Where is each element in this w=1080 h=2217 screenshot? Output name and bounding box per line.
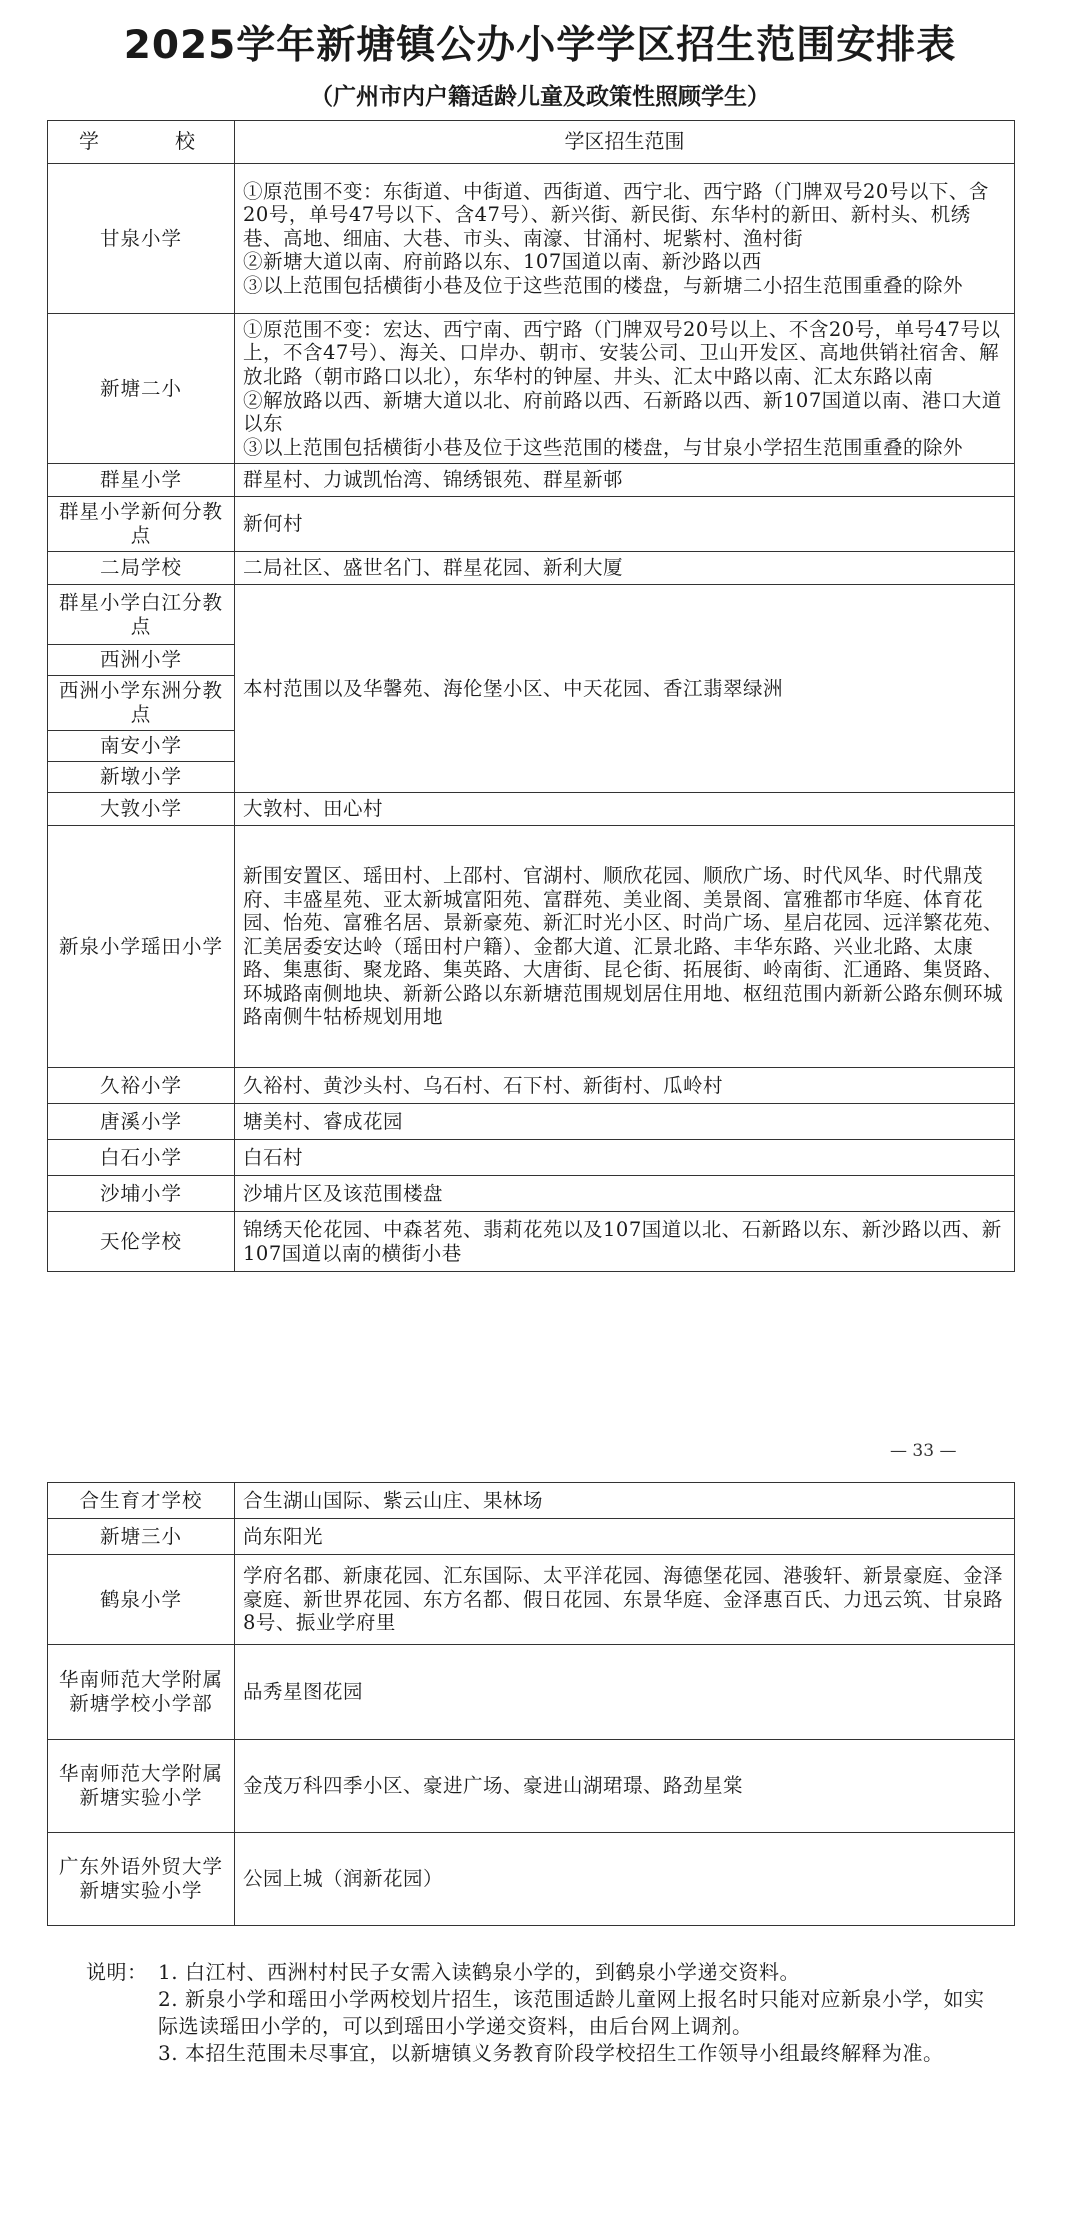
page-subtitle: （广州市内户籍适龄儿童及政策性照顾学生） bbox=[310, 84, 770, 110]
range-cell: ①原范围不变：宏达、西宁南、西宁路（门牌双号20号以上、不含20号，单号47号以上，不含47号）、海关、口岸办、朝市、安装公司、卫山开发区、高地供销社宿舍、解放北路（朝市路口以北），东华村的钟屋、井头、汇太中路以南、汇太东路以南 ②解放路以西、新塘大道以北、府前路以西、石新路以西、新107国道以南、港口大道以东 ③以上范围包括横街小巷及位于这些范围的楼盘，与甘泉小学招生范围重叠的除外 bbox=[235, 314, 1015, 464]
header-school: 学 校 bbox=[48, 121, 235, 164]
note-item: 1. 白江村、西洲村村民子女需入读鹤泉小学的，到鹤泉小学递交资料。 bbox=[158, 1960, 800, 1984]
range-cell: 合生湖山国际、紫云山庄、果林场 bbox=[235, 1483, 1015, 1519]
school-name: 合生育才学校 bbox=[48, 1483, 235, 1519]
enrollment-table-2 bbox=[47, 1482, 1015, 1926]
page-title: 2025学年新塘镇公办小学学区招生范围安排表 bbox=[123, 23, 957, 68]
table-header-row bbox=[48, 121, 1015, 164]
school-name: 白石小学 bbox=[48, 1140, 235, 1176]
range-cell: 金茂万科四季小区、豪进广场、豪进山湖珺璟、路劲星棠 bbox=[235, 1740, 1015, 1833]
table-row bbox=[48, 164, 1015, 314]
table-row bbox=[48, 1483, 1015, 1519]
school-name: 新塘三小 bbox=[48, 1519, 235, 1555]
note-item: 2. 新泉小学和瑶田小学两校划片招生，该范围适龄儿童网上报名时只能对应新泉小学，如实际选读瑶田小学的，可以到瑶田小学递交资料，由后台网上调剂。 bbox=[158, 1987, 985, 2038]
table-row bbox=[48, 1140, 1015, 1176]
school-name: 新墩小学 bbox=[48, 762, 235, 793]
range-cell: 二局社区、盛世名门、群星花园、新利大厦 bbox=[235, 552, 1015, 585]
note-item: 3. 本招生范围未尽事宜，以新塘镇义务教育阶段学校招生工作领导小组最终解释为准。 bbox=[158, 2041, 944, 2065]
school-name: 久裕小学 bbox=[48, 1068, 235, 1104]
table-row bbox=[48, 464, 1015, 497]
range-cell: 塘美村、睿成花园 bbox=[235, 1104, 1015, 1140]
range-cell: 白石村 bbox=[235, 1140, 1015, 1176]
table-row bbox=[48, 1519, 1015, 1555]
page-number: — 33 — bbox=[890, 1441, 957, 1461]
header-range: 学区招生范围 bbox=[235, 121, 1015, 164]
table-row bbox=[48, 314, 1015, 464]
range-cell: 尚东阳光 bbox=[235, 1519, 1015, 1555]
table-row bbox=[48, 497, 1015, 552]
notes-label: 说明： bbox=[86, 1960, 148, 1984]
school-name: 鹤泉小学 bbox=[48, 1555, 235, 1645]
table-row bbox=[48, 552, 1015, 585]
school-name: 西洲小学 bbox=[48, 645, 235, 676]
table-row bbox=[48, 1555, 1015, 1645]
range-cell: 公园上城（润新花园） bbox=[235, 1833, 1015, 1926]
range-cell: 沙埔片区及该范围楼盘 bbox=[235, 1176, 1015, 1212]
table-row bbox=[48, 1104, 1015, 1140]
range-cell: 本村范围以及华馨苑、海伦堡小区、中天花园、香江翡翠绿洲 bbox=[235, 585, 1015, 793]
school-name: 二局学校 bbox=[48, 552, 235, 585]
school-name: 华南师范大学附属新塘实验小学 bbox=[48, 1740, 235, 1833]
table-row bbox=[48, 1176, 1015, 1212]
range-cell: 大敦村、田心村 bbox=[235, 793, 1015, 826]
range-cell: 锦绣天伦花园、中森茗苑、翡莉花苑以及107国道以北、石新路以东、新沙路以西、新107国道以南的横街小巷 bbox=[235, 1212, 1015, 1272]
school-name: 甘泉小学 bbox=[48, 164, 235, 314]
school-name: 群星小学白江分教点 bbox=[48, 585, 235, 645]
table-row bbox=[48, 793, 1015, 826]
school-name: 群星小学 bbox=[48, 464, 235, 497]
table-row bbox=[48, 1833, 1015, 1926]
range-cell: 新何村 bbox=[235, 497, 1015, 552]
range-cell: 群星村、力诚凯怡湾、锦绣银苑、群星新邨 bbox=[235, 464, 1015, 497]
school-name: 天伦学校 bbox=[48, 1212, 235, 1272]
school-name: 广东外语外贸大学新塘实验小学 bbox=[48, 1833, 235, 1926]
school-name: 华南师范大学附属新塘学校小学部 bbox=[48, 1645, 235, 1740]
table-row bbox=[48, 585, 1015, 645]
school-name: 新泉小学瑶田小学 bbox=[48, 826, 235, 1068]
range-cell: ①原范围不变：东街道、中街道、西街道、西宁北、西宁路（门牌双号20号以下、含20号，单号47号以下、含47号）、新兴街、新民街、东华村的新田、新村头、机绣巷、高地、细庙、大巷、市头、南濠、甘涌村、坭紫村、渔村街 ②新塘大道以南、府前路以东、107国道以南、新沙路以西 ③以上范围包括横街小巷及位于这些范围的楼盘，与新塘二小招生范围重叠的除外 bbox=[235, 164, 1015, 314]
table-row bbox=[48, 1212, 1015, 1272]
school-name: 唐溪小学 bbox=[48, 1104, 235, 1140]
school-name: 沙埔小学 bbox=[48, 1176, 235, 1212]
table-row bbox=[48, 826, 1015, 1068]
range-cell: 学府名郡、新康花园、汇东国际、太平洋花园、海德堡花园、港骏轩、新景豪庭、金泽豪庭、新世界花园、东方名都、假日花园、东景华庭、金泽惠百氏、力迅云筑、甘泉路8号、振业学府里 bbox=[235, 1555, 1015, 1645]
table-row bbox=[48, 1740, 1015, 1833]
school-name: 南安小学 bbox=[48, 731, 235, 762]
table-row bbox=[48, 1645, 1015, 1740]
notes-list bbox=[86, 1959, 986, 2067]
range-cell: 新围安置区、瑶田村、上邵村、官湖村、顺欣花园、顺欣广场、时代风华、时代鼎茂府、丰盛星苑、亚太新城富阳苑、富群苑、美业阁、美景阁、富雅都市华庭、体育花园、怡苑、富雅名居、景新豪苑、新汇时光小区、时尚广场、星启花园、远洋繁花苑、汇美居委安达岭（瑶田村户籍）、金都大道、汇景北路、丰华东路、兴业北路、太康路、集惠街、聚龙路、集英路、大唐街、昆仑街、拓展街、岭南街、汇通路、集贤路、环城路南侧地块、新新公路以东新塘范围规划居住用地、枢纽范围内新新公路东侧环城路南侧牛牯桥规划用地 bbox=[235, 826, 1015, 1068]
school-name: 西洲小学东洲分教点 bbox=[48, 676, 235, 731]
school-name: 大敦小学 bbox=[48, 793, 235, 826]
enrollment-table-1 bbox=[47, 120, 1015, 1272]
school-name: 新塘二小 bbox=[48, 314, 235, 464]
notes-section bbox=[86, 1959, 986, 2067]
range-cell: 品秀星图花园 bbox=[235, 1645, 1015, 1740]
range-cell: 久裕村、黄沙头村、乌石村、石下村、新街村、瓜岭村 bbox=[235, 1068, 1015, 1104]
school-name: 群星小学新何分教点 bbox=[48, 497, 235, 552]
table-row bbox=[48, 1068, 1015, 1104]
